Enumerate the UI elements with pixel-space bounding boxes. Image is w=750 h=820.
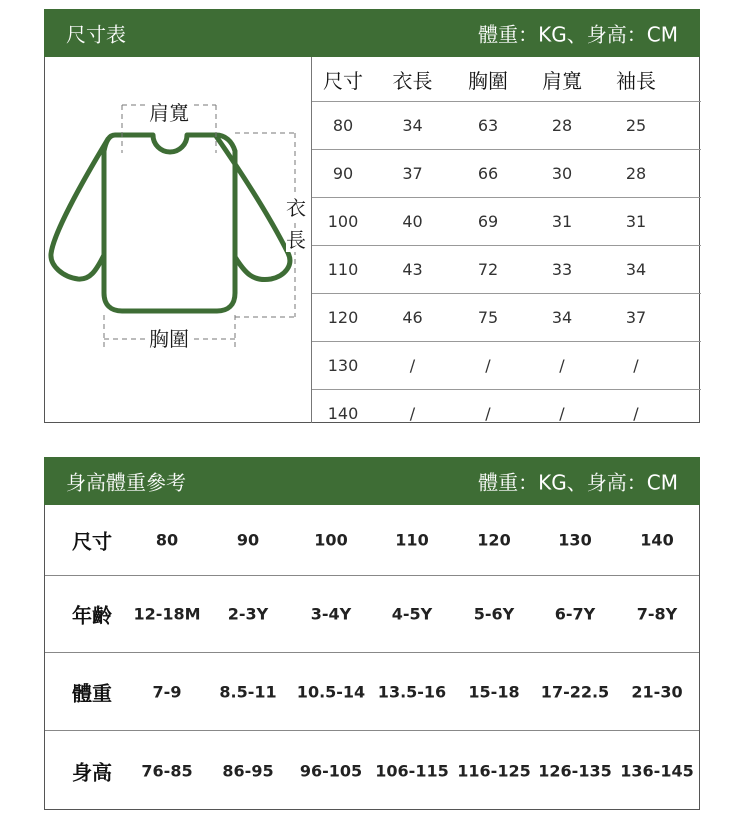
table-row [312, 150, 701, 198]
cell-shoulder: 34 [551, 308, 573, 327]
age-value: 6-7Y [554, 604, 596, 624]
size-value: 120 [477, 530, 511, 550]
cell-sleeve: / [633, 356, 639, 375]
weight-value: 8.5-11 [219, 682, 277, 701]
cell-chest: / [485, 356, 491, 375]
cell-length: 40 [402, 212, 423, 231]
size-chart-title: 尺寸表 [66, 22, 126, 47]
reference-header [44, 457, 700, 505]
shoulder-width-label: 肩寬 [149, 101, 189, 125]
left-sleeve-outline [51, 139, 108, 279]
cell-length: 37 [402, 164, 423, 183]
garment-body [104, 135, 235, 311]
age-value: 2-3Y [227, 604, 269, 624]
reference-title: 身高體重參考 [66, 470, 186, 495]
cell-length: / [409, 356, 416, 375]
cell-sleeve: 25 [625, 116, 647, 135]
size-value: 90 [236, 530, 260, 550]
cell-length: / [409, 404, 416, 423]
cell-sleeve: 31 [625, 212, 647, 231]
reference-row-size [45, 505, 699, 576]
weight-value: 17-22.5 [540, 682, 610, 701]
chest-label: 胸圍 [149, 327, 189, 351]
height-value: 136-145 [620, 761, 694, 780]
right-sleeve-outline [216, 136, 290, 280]
length-label-top: 衣 [286, 196, 306, 220]
column-header-length: 衣長 [392, 68, 433, 93]
cell-chest: 72 [477, 260, 499, 279]
cell-shoulder: 30 [551, 164, 573, 183]
row-label: 年齡 [72, 603, 112, 628]
reference-row-weight [45, 653, 699, 731]
height-value: 106-115 [375, 761, 449, 780]
cell-chest: 63 [477, 116, 499, 135]
column-header-sleeve: 袖長 [616, 68, 656, 93]
column-header-chest: 胸圍 [468, 68, 508, 93]
cell-shoulder: 31 [551, 212, 573, 231]
age-value: 12-18M [133, 604, 201, 624]
table-row [312, 102, 701, 150]
size-table [312, 57, 701, 437]
row-label: 尺寸 [72, 529, 112, 554]
age-value: 5-6Y [473, 604, 515, 624]
size-value: 100 [314, 530, 348, 550]
table-row [312, 390, 701, 437]
garment-diagram [45, 57, 312, 423]
table-row [312, 198, 701, 246]
reference-units: 體重：KG、身高：CM [478, 470, 678, 495]
weight-value: 10.5-14 [296, 682, 366, 701]
cell-shoulder: 28 [551, 116, 573, 135]
cell-length: 34 [402, 116, 423, 135]
cell-shoulder: / [559, 404, 565, 423]
cell-size: 110 [327, 260, 359, 279]
row-label: 身高 [72, 760, 112, 784]
cell-length: 43 [402, 260, 423, 279]
cell-chest: / [485, 404, 491, 423]
height-value: 86-95 [222, 761, 274, 780]
cell-chest: 69 [477, 212, 499, 231]
cell-shoulder: 33 [551, 260, 573, 279]
age-value: 4-5Y [391, 604, 433, 624]
cell-size: 80 [332, 116, 354, 135]
cell-sleeve: 37 [625, 308, 647, 327]
table-row [312, 294, 701, 342]
size-value: 140 [640, 530, 674, 550]
age-value: 7-8Y [636, 604, 678, 624]
height-value: 126-135 [538, 761, 612, 780]
cell-sleeve: 28 [625, 164, 647, 183]
column-header-shoulder: 肩寬 [542, 68, 582, 93]
reference-row-height [45, 731, 699, 810]
size-chart-header [44, 9, 700, 57]
reference-card [44, 505, 700, 810]
weight-value: 7-9 [152, 682, 182, 701]
size-value: 110 [395, 530, 429, 550]
weight-value: 13.5-16 [377, 682, 447, 701]
size-value: 130 [558, 530, 592, 550]
size-table-header [312, 57, 701, 102]
cell-shoulder: / [559, 356, 565, 375]
cell-size: 90 [332, 164, 354, 183]
height-value: 76-85 [141, 761, 193, 780]
size-chart-units: 體重：KG、身高：CM [478, 22, 678, 47]
length-label-bottom: 長 [286, 228, 306, 252]
cell-size: 120 [327, 308, 359, 327]
age-value: 3-4Y [310, 604, 352, 624]
column-header-size: 尺寸 [323, 68, 363, 93]
cell-sleeve: 34 [625, 260, 647, 279]
cell-size: 100 [327, 212, 359, 231]
cell-length: 46 [402, 308, 423, 327]
weight-value: 15-18 [468, 682, 520, 701]
reference-row-age [45, 576, 699, 653]
cell-size: 130 [327, 356, 359, 375]
table-row [312, 342, 701, 390]
weight-value: 21-30 [631, 682, 683, 701]
cell-size: 140 [327, 404, 359, 423]
size-chart-card [44, 57, 700, 423]
cell-chest: 66 [477, 164, 499, 183]
size-value: 80 [155, 530, 179, 550]
row-label: 體重 [72, 681, 112, 705]
table-row [312, 246, 701, 294]
cell-chest: 75 [477, 308, 499, 327]
height-value: 116-125 [457, 761, 531, 780]
cell-sleeve: / [633, 404, 639, 423]
height-value: 96-105 [299, 761, 363, 780]
